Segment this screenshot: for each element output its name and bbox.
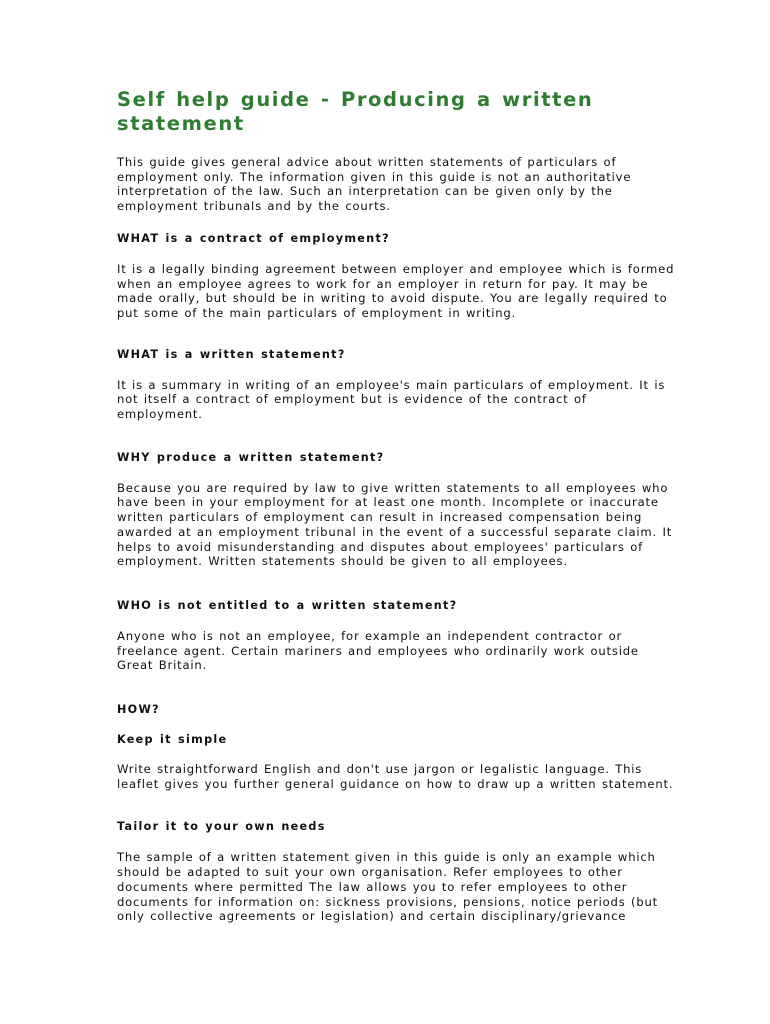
page-title: Self help guide - Producing a written statement (117, 88, 594, 135)
section-heading-how: HOW? (117, 703, 160, 717)
section-body-contract-of-employment: It is a legally binding agreement between employer and employee which is formed when an employee agrees to work for an employer in return for pay. It may be made orally, but should be in writing to avoid dispute. You are legally required to put some of the main particulars of employment in writing. (117, 261, 675, 320)
section-body-keep-it-simple: Write straightforward English and don't use jargon or legalistic language. This leaflet gives you further general guidance on how to draw up a written statement. (117, 762, 674, 791)
section-heading-keep-it-simple: Keep it simple (117, 733, 228, 747)
section-body-who-not-entitled: Anyone who is not an employee, for example an independent contractor or freelance agent. Certain mariners and employees who ordinarily work outside Great Britain. (117, 628, 639, 673)
section-heading-who-not-entitled: WHO is not entitled to a written statement? (117, 598, 458, 612)
section-heading-contract-of-employment: WHAT is a contract of employment? (117, 231, 390, 245)
document-page (117, 88, 677, 924)
section-body-written-statement: It is a summary in writing of an employee's main particulars of employment. It is not itself a contract of employment but is evidence of the contract of employment. (117, 377, 666, 422)
intro-paragraph: This guide gives general advice about written statements of particulars of employment only. The information given in this guide is not an authoritative interpretation of the law. Such an interpretation can be given only by the employment tribunals and by the courts. (117, 155, 632, 214)
section-body-why-produce: Because you are required by law to give written statements to all employees who have been in your employment for at least one month. Incomplete or inaccurate written particulars of employment can result in increased compensation being awarded at an employment tribunal in the event of a successful separate claim. It helps to avoid misunderstanding and disputes about employees' particulars of employment. Written statements should be given to all employees. (117, 480, 673, 569)
section-heading-written-statement: WHAT is a written statement? (117, 347, 346, 361)
section-heading-tailor: Tailor it to your own needs (117, 820, 326, 834)
section-heading-why-produce: WHY produce a written statement? (117, 450, 385, 464)
section-body-tailor: The sample of a written statement given in this guide is only an example which should be adapted to suit your own organisation. Refer employees to other documents where permitted The law allows you to refer employees to other documents for information on: sickness provisions, pensions, notice periods (but only collective agreements or legislation) and certain disciplinary/grievance (117, 850, 659, 924)
